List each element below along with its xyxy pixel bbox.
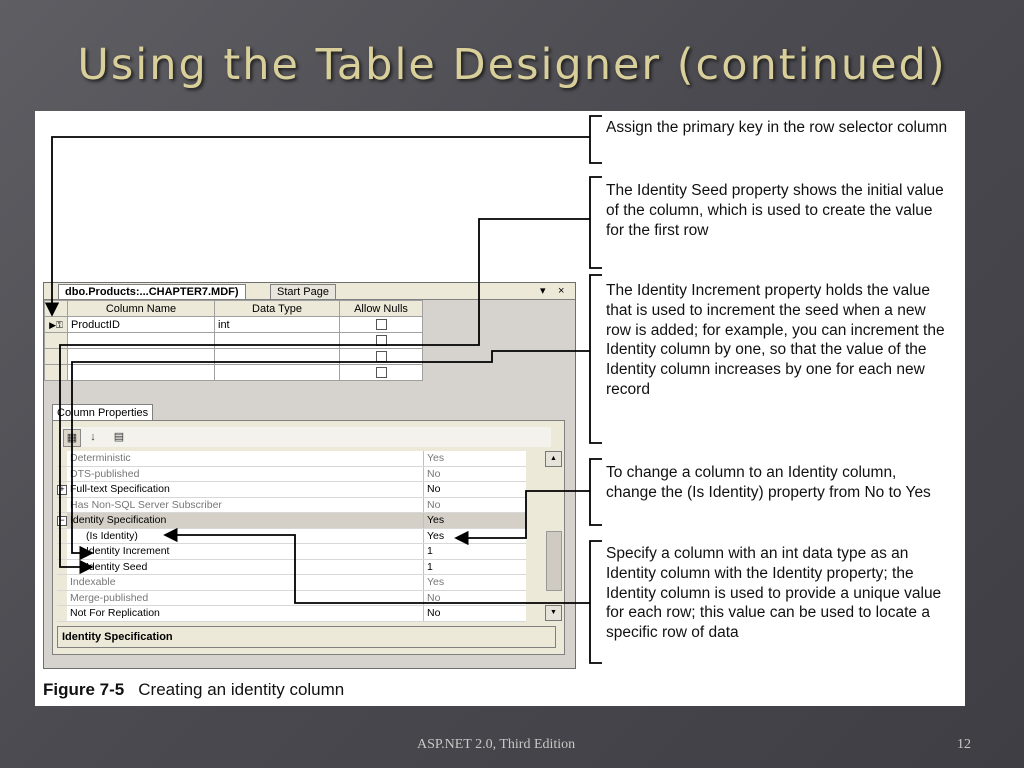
categorized-icon[interactable]: ▦ [63,429,81,447]
window-menu-dropdown-icon[interactable]: ▾ [540,285,546,297]
allow-nulls-header: Allow Nulls [340,301,423,317]
expand-icon[interactable]: + [57,485,67,495]
collapse-icon[interactable]: − [57,516,67,526]
callout-identity-increment: The Identity Increment property holds the value that is used to increment the seed when a new row is added; for example, you can increment the Identity column by one, so that the value of the Identity column increases by one for each new record [606,282,945,398]
property-value[interactable]: No [424,482,527,498]
bracket-5 [590,541,602,663]
property-name-text: Has Non-SQL Server Subscriber [70,498,222,511]
column-name-cell[interactable]: ProductID [68,317,215,333]
primary-key-icon: ▶⚿ [49,319,63,330]
callout-identity-seed: The Identity Seed property shows the initial value of the column, which is used to create the value for the first row [606,182,944,239]
callout-is-identity: To change a column to an Identity column, change the (Is Identity) property from No to Yes [606,464,931,501]
property-name-text: Merge-published [70,591,149,604]
figure-caption-text: Creating an identity column [138,680,345,699]
bracket-2 [590,177,602,268]
property-name-text: Identity Increment [86,545,170,558]
property-name-text: Indexable [70,576,116,589]
property-description: Identity Specification [57,626,556,648]
slide-title: Using the Table Designer (continued) [77,40,947,90]
scroll-up-icon[interactable]: ▲ [545,451,562,467]
property-name-text: Deterministic [70,452,131,465]
figure-label: Figure 7-5 [43,680,125,699]
property-value[interactable]: No [424,590,527,606]
tab-column-properties[interactable]: Column Properties [52,404,153,421]
callout-leader-lines [35,111,965,706]
leader-identity-seed [60,219,590,567]
property-name-text: Not For Replication [70,607,160,620]
close-icon[interactable]: × [558,285,565,297]
bracket-1 [590,116,602,163]
property-value[interactable]: No [424,497,527,513]
callout-identity-column: Specify a column with an int data type as an Identity column with the Identity property; the Identity column is used to provide a unique value for each row; this value can be used to locate a specific row of data [606,545,942,642]
property-value[interactable]: No [424,466,527,482]
sort-alphabetical-icon[interactable]: ↓ [90,431,96,443]
data-type-cell[interactable]: int [215,317,340,333]
property-pages-icon[interactable]: ▤ [113,431,125,443]
property-name-text: Full-text Specification [70,483,170,496]
page-number: 12 [957,737,971,752]
bracket-4 [590,459,602,525]
property-value[interactable]: 1 [424,559,527,575]
tab-products-table[interactable]: dbo.Products:...CHAPTER7.MDF) [58,284,246,299]
property-value[interactable]: Yes [424,575,527,591]
data-type-header: Data Type [215,301,340,317]
tab-start-page[interactable]: Start Page [270,284,336,299]
property-value[interactable]: Yes [424,451,527,466]
property-value[interactable]: No [424,606,527,622]
column-name-header: Column Name [68,301,215,317]
figure-panel [35,111,965,706]
property-value[interactable]: Yes [424,528,527,544]
property-value[interactable]: Yes [424,513,527,529]
leader-primary-key [52,137,590,315]
property-name-text: DTS-published [70,467,140,480]
bracket-3 [590,275,602,443]
property-name-text: Identity Seed [86,560,148,573]
scroll-down-icon[interactable]: ▼ [545,605,562,621]
leader-identity-column [165,535,590,603]
property-name-text: Identity Specification [70,514,167,527]
footer-text: ASP.NET 2.0, Third Edition [417,737,576,752]
property-value[interactable]: 1 [424,544,527,560]
callout-primary-key: Assign the primary key in the row selector column [606,119,948,136]
leader-is-identity [456,491,590,538]
leader-identity-increment [72,351,590,553]
property-name-text: (Is Identity) [86,529,138,542]
